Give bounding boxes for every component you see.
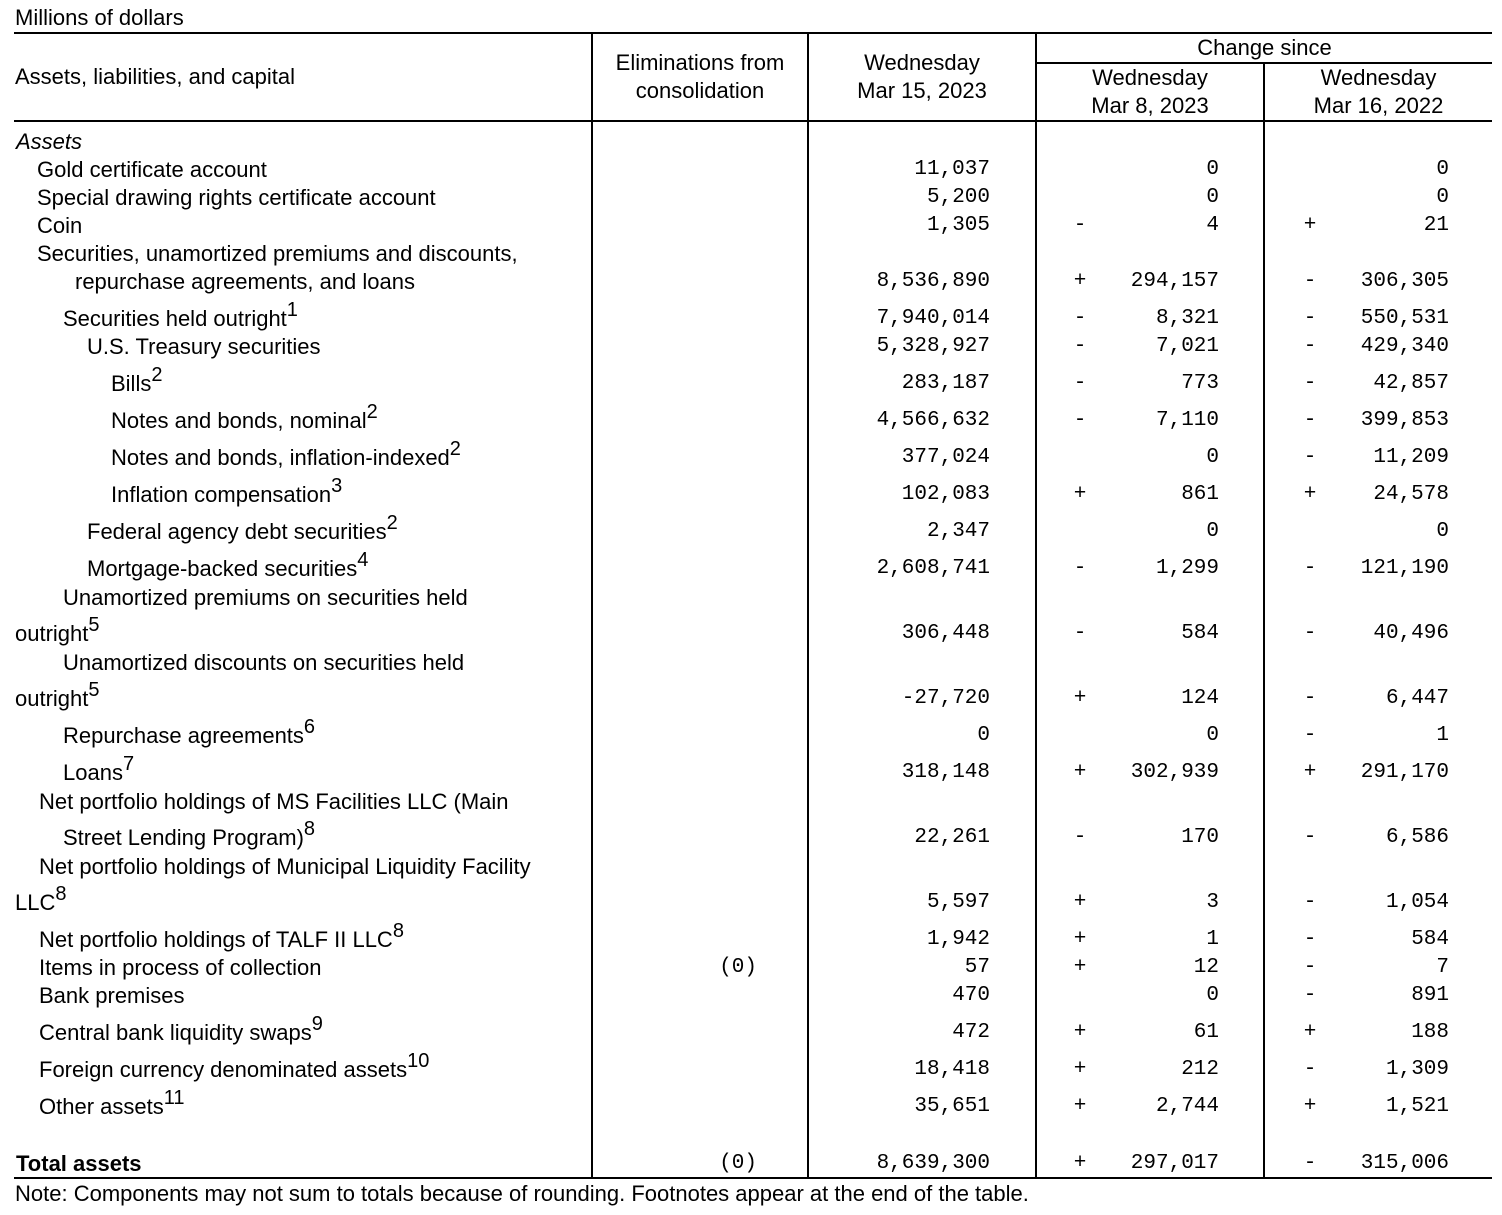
current-value: 5,597 <box>926 891 990 914</box>
table-row <box>0 511 1502 546</box>
change-year-value: 0 <box>1436 520 1449 543</box>
change-year-value: 399,853 <box>1360 409 1449 432</box>
row-label-text: Items in process of collection <box>39 955 322 980</box>
row-label-text: Inflation compensation <box>111 482 332 507</box>
footnote-marker[interactable]: 2 <box>449 437 461 460</box>
table-row <box>0 437 1502 472</box>
row-label <box>87 511 398 546</box>
change-year-sign: - <box>1303 928 1317 951</box>
change-week-value: 212 <box>1181 1058 1219 1081</box>
units-caption: Millions of dollars <box>15 5 184 30</box>
current-value: 22,261 <box>914 826 990 849</box>
row-label <box>37 240 518 268</box>
header-change-year <box>1265 64 1492 120</box>
row-label-text: Coin <box>37 213 83 238</box>
change-week-value: 0 <box>1206 186 1219 209</box>
footnote-marker[interactable]: 2 <box>366 400 378 423</box>
change-year-sign: + <box>1303 1095 1317 1118</box>
change-week-value: 1,299 <box>1155 557 1219 580</box>
table-row <box>0 788 1502 852</box>
change-week-value: 8,321 <box>1155 307 1219 330</box>
current-value: 57 <box>964 956 990 979</box>
row-label-text-line2: outright <box>15 621 89 646</box>
table-row <box>0 333 1502 361</box>
row-label <box>39 919 404 954</box>
change-year-value: 429,340 <box>1360 335 1449 358</box>
footnote-marker[interactable]: 5 <box>88 613 100 636</box>
change-week-value: 773 <box>1181 372 1219 395</box>
change-year-sign: + <box>1303 761 1317 784</box>
row-label-text: Special drawing rights certificate account <box>37 185 436 210</box>
header-change-week <box>1037 64 1263 120</box>
change-year-value: 891 <box>1411 984 1449 1007</box>
table-row <box>0 548 1502 583</box>
footnote-marker[interactable]: 11 <box>163 1086 185 1109</box>
change-week-sign: - <box>1073 335 1087 358</box>
change-year-value: 550,531 <box>1360 307 1449 330</box>
current-value: 377,024 <box>901 446 990 469</box>
change-week-sign: - <box>1073 826 1087 849</box>
change-week-value: 584 <box>1181 622 1219 645</box>
footnote-marker[interactable]: 5 <box>88 678 100 701</box>
change-week-value: 0 <box>1206 984 1219 1007</box>
change-year-value: 40,496 <box>1373 622 1449 645</box>
change-year-value: 6,586 <box>1385 826 1449 849</box>
table-row <box>0 954 1502 982</box>
change-year-sign: - <box>1303 335 1317 358</box>
row-label-text: Mortgage-backed securities <box>87 556 358 581</box>
change-year-sign: - <box>1303 557 1317 580</box>
total-current: 8,639,300 <box>876 1152 990 1175</box>
table-row <box>0 1012 1502 1047</box>
change-week-sign: - <box>1073 372 1087 395</box>
row-label-continuation <box>63 817 316 852</box>
change-week-sign: + <box>1073 687 1087 710</box>
row-label <box>111 363 163 398</box>
change-year-sign: + <box>1303 1021 1317 1044</box>
change-year-value: 21 <box>1423 214 1449 237</box>
header-label-column: Assets, liabilities, and capital <box>15 64 296 89</box>
table-row <box>0 919 1502 954</box>
footnote-marker[interactable]: 8 <box>303 817 316 840</box>
row-label-text: Notes and bonds, inflation-indexed <box>111 445 450 470</box>
total-row <box>0 1150 1502 1178</box>
current-value: 470 <box>952 984 990 1007</box>
header-current-week <box>809 49 1035 105</box>
table-row <box>0 156 1502 184</box>
current-value: 0 <box>977 724 990 747</box>
change-year-sign: - <box>1303 270 1317 293</box>
footnote-marker[interactable]: 2 <box>386 511 398 534</box>
row-label-text: Bills <box>111 371 152 396</box>
footnote-marker[interactable]: 1 <box>286 298 298 321</box>
change-week-sign: + <box>1073 270 1087 293</box>
row-label <box>39 1049 430 1084</box>
row-label <box>87 333 321 361</box>
change-year-value: 306,305 <box>1360 270 1449 293</box>
current-value: 1,942 <box>926 928 990 951</box>
change-year-value: 1,309 <box>1385 1058 1449 1081</box>
change-year-sign: - <box>1303 446 1317 469</box>
change-year-value: 1 <box>1436 724 1449 747</box>
row-label-text: Securities held outright <box>63 306 287 331</box>
footnote-marker[interactable]: 2 <box>151 363 163 386</box>
change-week-value: 3 <box>1206 891 1219 914</box>
current-value: 7,940,014 <box>876 307 990 330</box>
change-year-sign: + <box>1303 483 1317 506</box>
total-eliminations: (0) <box>719 1152 757 1175</box>
row-label <box>111 474 343 509</box>
header-change-year-line1: Wednesday <box>1320 65 1437 90</box>
change-year-value: 42,857 <box>1373 372 1449 395</box>
change-week-sign: + <box>1073 891 1087 914</box>
row-label-text-line2: Street Lending Program) <box>63 825 304 850</box>
row-label-text: Repurchase agreements <box>63 723 304 748</box>
row-label-text: Federal agency debt securities <box>87 519 387 544</box>
table-row <box>0 715 1502 750</box>
header-bottom-rule <box>14 120 1492 122</box>
row-label-text: Net portfolio holdings of TALF II LLC <box>39 927 393 952</box>
row-label <box>37 212 82 240</box>
change-week-value: 294,157 <box>1130 270 1219 293</box>
row-label <box>37 184 436 212</box>
change-year-sign: - <box>1303 687 1317 710</box>
current-value: 2,608,741 <box>876 557 990 580</box>
header-current-line1: Wednesday <box>864 50 980 75</box>
change-week-sign: + <box>1073 1095 1087 1118</box>
row-label-text: Bank premises <box>39 983 185 1008</box>
eliminations-value: (0) <box>719 956 757 979</box>
row-label <box>111 437 461 472</box>
change-week-sign: - <box>1073 622 1087 645</box>
change-year-value: 1,521 <box>1385 1095 1449 1118</box>
header-current-line2: Mar 15, 2023 <box>857 78 987 103</box>
total-change-week: 297,017 <box>1130 1152 1219 1175</box>
current-value: 1,305 <box>926 214 990 237</box>
header-change-year-line2: Mar 16, 2022 <box>1313 93 1444 118</box>
footnote-marker[interactable]: 4 <box>357 548 369 571</box>
change-week-value: 12 <box>1193 956 1219 979</box>
change-year-sign: - <box>1303 1058 1317 1081</box>
current-value: 2,347 <box>926 520 990 543</box>
row-label <box>39 788 509 816</box>
change-year-sign: + <box>1303 214 1317 237</box>
row-label <box>63 584 468 612</box>
header-change-since: Change since <box>1197 35 1332 60</box>
row-label-text: Net portfolio holdings of Municipal Liquidity Facility <box>39 854 531 879</box>
header-eliminations-line1: Eliminations from <box>615 50 785 75</box>
row-label-text: Securities, unamortized premiums and discounts, <box>37 241 518 266</box>
change-year-value: 291,170 <box>1360 761 1449 784</box>
change-week-value: 4 <box>1206 214 1219 237</box>
change-week-value: 0 <box>1206 520 1219 543</box>
change-week-value: 7,110 <box>1155 409 1219 432</box>
table-note: Note: Components may not sum to totals because of rounding. Footnotes appear at the end of the table. <box>15 1181 1029 1206</box>
current-value: 35,651 <box>914 1095 990 1118</box>
row-label-continuation <box>15 882 67 917</box>
row-label-text: Other assets <box>39 1094 164 1119</box>
row-label-text: Net portfolio holdings of MS Facilities LLC (Main <box>39 789 509 814</box>
change-year-sign: - <box>1303 372 1317 395</box>
change-week-value: 0 <box>1206 158 1219 181</box>
change-year-sign: - <box>1303 984 1317 1007</box>
change-year-sign: - <box>1303 622 1317 645</box>
row-label <box>39 1012 323 1047</box>
change-week-sign: - <box>1073 307 1087 330</box>
table-row <box>0 298 1502 333</box>
change-week-sign: + <box>1073 1021 1087 1044</box>
change-week-sign: + <box>1073 1058 1087 1081</box>
change-week-sign: - <box>1073 557 1087 580</box>
table-row <box>0 1086 1502 1121</box>
row-label <box>39 982 185 1010</box>
change-week-value: 861 <box>1181 483 1219 506</box>
row-label <box>39 853 531 881</box>
row-label <box>39 954 321 982</box>
table-row <box>0 363 1502 398</box>
change-week-sign: - <box>1073 214 1087 237</box>
row-label <box>87 548 369 583</box>
row-label-text: Loans <box>63 760 123 785</box>
row-label-text: Unamortized premiums on securities held <box>63 585 468 610</box>
row-label-continuation <box>15 678 100 713</box>
row-label-text-line2: LLC <box>15 890 56 915</box>
table-row <box>0 752 1502 787</box>
change-week-sign: + <box>1073 928 1087 951</box>
change-week-value: 61 <box>1193 1021 1219 1044</box>
table-row <box>0 649 1502 713</box>
change-year-sign: - <box>1303 891 1317 914</box>
footnote-marker[interactable]: 10 <box>407 1049 430 1072</box>
change-year-value: 1,054 <box>1385 891 1449 914</box>
change-week-value: 124 <box>1181 687 1219 710</box>
header-eliminations-line2: consolidation <box>635 78 765 103</box>
change-week-value: 170 <box>1181 826 1219 849</box>
row-label-text: Unamortized discounts on securities held <box>63 650 465 675</box>
footnote-marker[interactable]: 9 <box>311 1012 323 1035</box>
change-week-sign: + <box>1073 483 1087 506</box>
change-year-value: 584 <box>1411 928 1449 951</box>
header-change-week-line2: Mar 8, 2023 <box>1091 93 1209 118</box>
row-label-text: Foreign currency denominated assets <box>39 1057 408 1082</box>
current-value: 5,328,927 <box>876 335 990 358</box>
footnote-marker[interactable]: 6 <box>303 715 316 738</box>
current-value: 318,148 <box>901 761 990 784</box>
change-week-sign: + <box>1073 956 1087 979</box>
change-year-value: 24,578 <box>1373 483 1449 506</box>
change-year-value: 6,447 <box>1385 687 1449 710</box>
table-row <box>0 853 1502 917</box>
current-value: 306,448 <box>901 622 990 645</box>
change-week-value: 2,744 <box>1155 1095 1219 1118</box>
current-value: 8,536,890 <box>876 270 990 293</box>
table-row <box>0 982 1502 1010</box>
row-label-continuation <box>15 613 100 648</box>
table-row <box>0 1049 1502 1084</box>
footnote-marker[interactable]: 3 <box>331 474 343 497</box>
total-sign-week: + <box>1073 1152 1087 1175</box>
row-label <box>39 1086 185 1121</box>
current-value: 283,187 <box>901 372 990 395</box>
change-year-value: 11,209 <box>1373 446 1449 469</box>
change-week-value: 302,939 <box>1130 761 1219 784</box>
table-row <box>0 184 1502 212</box>
current-value: 18,418 <box>914 1058 990 1081</box>
row-label-continuation <box>75 268 415 296</box>
header-eliminations <box>593 49 807 105</box>
current-value: 102,083 <box>901 483 990 506</box>
row-label <box>63 715 316 750</box>
footnote-marker[interactable]: 8 <box>392 919 404 942</box>
change-year-sign: - <box>1303 724 1317 747</box>
table-row <box>0 212 1502 240</box>
current-value: 5,200 <box>926 186 990 209</box>
section-label-assets: Assets <box>16 129 83 154</box>
change-year-value: 121,190 <box>1360 557 1449 580</box>
change-year-sign: - <box>1303 409 1317 432</box>
change-week-value: 0 <box>1206 446 1219 469</box>
change-week-value: 0 <box>1206 724 1219 747</box>
footnote-marker[interactable]: 8 <box>55 882 67 905</box>
current-value: 472 <box>952 1021 990 1044</box>
row-label <box>37 156 267 184</box>
row-label-text: Gold certificate account <box>37 157 267 182</box>
total-label: Total assets <box>16 1151 142 1176</box>
change-week-value: 7,021 <box>1155 335 1219 358</box>
change-year-value: 7 <box>1436 956 1449 979</box>
change-year-sign: - <box>1303 307 1317 330</box>
row-label-text: Notes and bonds, nominal <box>111 408 367 433</box>
change-week-value: 1 <box>1206 928 1219 951</box>
current-value: -27,720 <box>901 687 990 710</box>
change-year-value: 188 <box>1411 1021 1449 1044</box>
row-label <box>63 298 298 333</box>
row-label-text: U.S. Treasury securities <box>87 334 321 359</box>
row-label <box>111 400 378 435</box>
change-year-value: 0 <box>1436 186 1449 209</box>
total-change-year: 315,006 <box>1360 1152 1449 1175</box>
row-label-text: Central bank liquidity swaps <box>39 1020 312 1045</box>
row-label-text-line2: outright <box>15 686 89 711</box>
total-sign-year: - <box>1303 1152 1317 1175</box>
table-row <box>0 584 1502 648</box>
row-label-text-line2: repurchase agreements, and loans <box>75 269 415 294</box>
change-year-sign: - <box>1303 826 1317 849</box>
table-row <box>0 240 1502 296</box>
change-week-sign: - <box>1073 409 1087 432</box>
change-year-value: 0 <box>1436 158 1449 181</box>
footnote-marker[interactable]: 7 <box>122 752 135 775</box>
change-week-sign: + <box>1073 761 1087 784</box>
row-label <box>63 752 135 787</box>
table-row <box>0 400 1502 435</box>
current-value: 11,037 <box>914 158 990 181</box>
change-year-sign: - <box>1303 956 1317 979</box>
current-value: 4,566,632 <box>876 409 990 432</box>
row-label <box>63 649 464 677</box>
header-change-week-line1: Wednesday <box>1092 65 1208 90</box>
table-row <box>0 474 1502 509</box>
